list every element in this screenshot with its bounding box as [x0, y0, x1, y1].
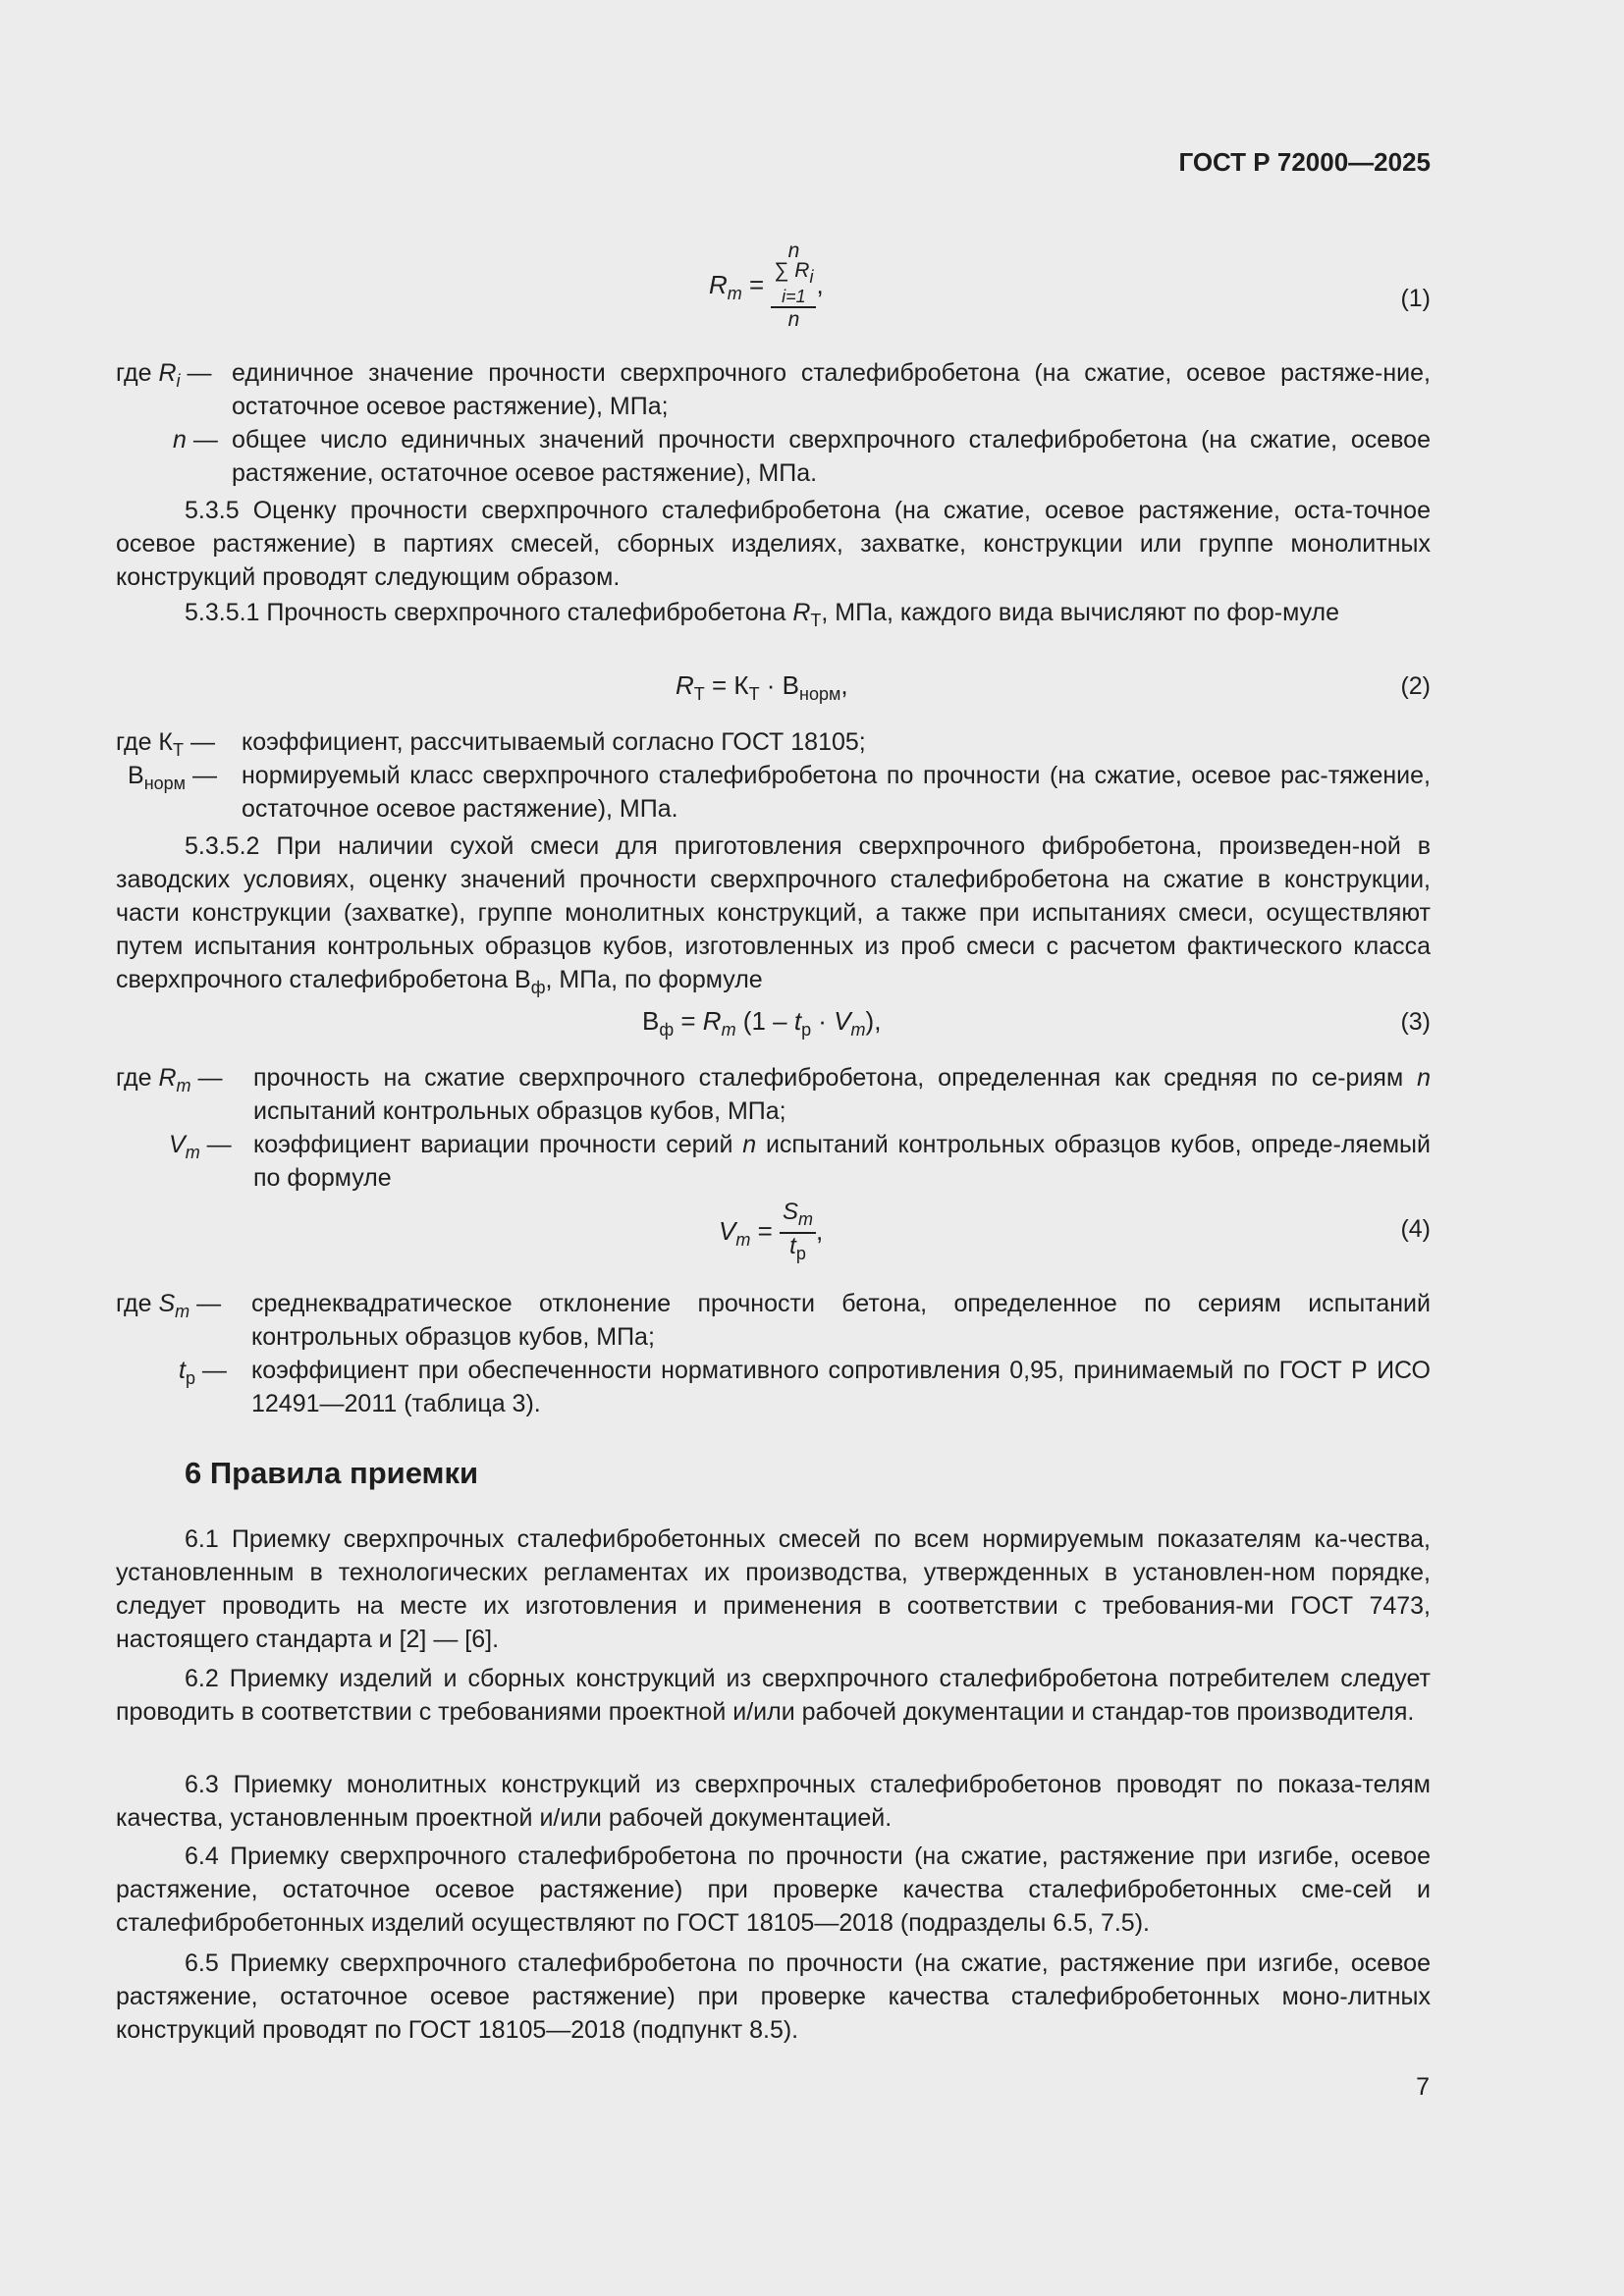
paragraph-6-2: 6.2 Приемку изделий и сборных конструкций из сверхпрочного сталефибробетона потребителем следует проводить в соответствии с требованиями проектной и/или рабочей документации и стандар-тов производителя. — [116, 1665, 1431, 1726]
equation-number-1: (1) — [1400, 285, 1431, 312]
page-number: 7 — [1416, 2073, 1430, 2101]
formula-2: $R_T = К_T \cdot В_{норм}$, — [676, 670, 848, 704]
paragraph-6-4: 6.4 Приемку сверхпрочного сталефибробетона по прочности (на сжатие, растяжение при изгибе, осевое растяжение, остаточное осевое растяжение) при проверке качества сталефибробетонных сме-сей и сталефибробетонных изделий осуществляют по ГОСТ 18105—2018 (подразделы 6.5, 7.5). — [116, 1842, 1431, 1937]
paragraph-6-3: 6.3 Приемку монолитных конструкций из сверхпрочных сталефибробетонов проводят по показа-телям качества, установленным проектной и/или рабочей документацией. — [116, 1771, 1431, 1832]
equation-number-4: (4) — [1400, 1215, 1431, 1243]
formula-4-fraction: $\frac{S_m}{t_р}$ — [780, 1200, 816, 1266]
paragraph-5-3-5-2: 5.3.5.2 При наличии сухой смеси для приготовления сверхпрочного фибробетона, произведен-ной в заводских условиях, оценку значений прочности сверхпрочного сталефибробетона на сжатие в конструкции, части конструкции (захватке), группе монолитных конструкций, а также при испытаниях смеси, осуществляют путем испытания контрольных образцов кубов, изготовленных из проб смеси с расчетом фактического класса сверхпрочного сталефибробетона $В_ф$, МПа, по формуле — [116, 832, 1431, 997]
paragraph-5-3-5-1: 5.3.5.1 Прочность сверхпрочного сталефибробетона $R_T$, МПа, каждого вида вычисляют по фор-муле — [185, 599, 1340, 630]
paragraph-6-1: 6.1 Приемку сверхпрочных сталефибробетонных смесей по всем нормируемым показателям ка-чества, установленным в технологических регламентах их производства, утвержденных в установлен-ном порядке, следует проводить на месте их изготовления и применения в соответствии с требования-ми ГОСТ 7473, настоящего стандарта и [2] — [6]. — [116, 1525, 1431, 1653]
formula-1: $R_m$ = n ∑ $R_i$ i=1 n , — [709, 240, 824, 331]
equation-number-3: (3) — [1400, 1008, 1431, 1036]
equation-number-2: (2) — [1400, 672, 1431, 700]
paragraph-6-5: 6.5 Приемку сверхпрочного сталефибробетона по прочности (на сжатие, растяжение при изгибе, осевое растяжение, остаточное осевое растяжение) при проверке качества сталефибробетонных моно-литных конструкций проводят по ГОСТ 18105—2018 (подпункт 8.5). — [116, 1949, 1431, 2044]
paragraph-5-3-5: 5.3.5 Оценку прочности сверхпрочного сталефибробетона (на сжатие, осевое растяжение, оста-точное осевое растяжение) в партиях смесей, сборных изделиях, захватке, конструкции или группе монолитных конструкций проводят следующим образом. — [116, 497, 1431, 591]
section-heading: 6 Правила приемки — [185, 1456, 479, 1490]
formula-4: $V_m$ = $\frac{S_m}{t_р}$ , — [719, 1200, 823, 1266]
formula-3: $В_ф = R_m$ $(1 - t_р \cdot V_m)$, — [642, 1006, 882, 1040]
document-page: ГОСТ Р 72000—2025 $R_m$ = n ∑ $R_i$ i=1 n , (1) где $R_i$ — единичное значение прочности сверхпрочного сталефибробетона (на сжатие, осевое растяже-ние, остаточное осевое растяжение), МПа; n — общее число единичных значений прочности сверхпрочного сталефибробетона (на сжатие, осевое растяжение, остаточное осевое растяжение), МПа. 5.3.5 Оценку прочности сверхпрочного сталефибробетона (на сжатие, осевое растяжение, оста-точное осевое растяжение) в партиях смесей, сборных изделиях, захватке, конструкции или группе монолитных конструкций проводят следующим образом. 5.3.5.1 Прочность сверхпрочного сталефибробетона $R_T$, МПа, каждого вида вычисляют по фор-муле $R_T = К_T \cdot В_{норм}$, (2) где $К_T$ — коэффициент, рассчитываемый согласно ГОСТ 18105; $В_{норм}$ — нормируемый класс сверхпрочного сталефибробетона по прочности (на сжатие, осевое рас-тяжение, остаточное осевое растяжение), МПа. 5.3.5.2 При наличии сухой смеси для приготовления сверхпрочного фибробетона, произведен-ной в заводских условиях, оценку значений прочности сверхпрочного сталефибробетона на сжатие в конструкции, части конструкции (захватке), группе монолитных конструкций, а также при испытаниях смеси, осуществляют путем испытания контрольных образцов кубов, изготовленных из проб смеси с расчетом фактического класса сверхпрочного сталефибробетона $В_ф$, МПа, по формуле $В_ф = R_m$ $(1 - t_р \cdot V_m)$, (3) где $R_m$ — прочность на сжатие сверхпрочного сталефибробетона, определенная как средняя по се-риям n испытаний контрольных образцов кубов, МПа; $V_m$ — коэффициент вариации прочности серий n испытаний контрольных образцов кубов, опреде-ляемый по формуле $V_m$ = $\frac{S_m}{t_р}$ , (4) где $S_m$ — среднеквадратическое отклонение прочности бетона, определенное по сериям испытаний контрольных образцов кубов, МПа; $t_р$ — коэффициент при обеспеченности нормативного сопротивления 0,95, принимаемый по ГОСТ Р ИСО 12491—2011 (таблица 3). 6 Правила приемки 6.1 Приемку сверхпрочных сталефибробетонных смесей по всем нормируемым показателям ка-чества, установленным в технологических регламентах их производства, утвержденных в установлен-ном порядке, следует проводить на месте их изготовления и применения в соответствии с требования-ми ГОСТ 7473, настоящего стандарта и [2] — [6]. 6.2 Приемку изделий и сборных конструкций из сверхпрочного сталефибробетона потребителем следует проводить в соответствии с требованиями проектной и/или рабочей документации и стандар-тов производителя. 6.3 Приемку монолитных конструкций из сверхпрочных сталефибробетонов проводят по показа-телям качества, установленным проектной и/или рабочей документацией. 6.4 Приемку сверхпрочного сталефибробетона по прочности (на сжатие, растяжение при изгибе, осевое растяжение, остаточное осевое растяжение) при проверке качества сталефибробетонных сме-сей и сталефибробетонных изделий осуществляют по ГОСТ 18105—2018 (подразделы 6.5, 7.5). 6.5 Приемку сверхпрочного сталефибробетона по прочности (на сжатие, растяжение при изгибе, осевое растяжение, остаточное осевое растяжение) при проверке качества сталефибробетонных моно-литных конструкций проводят по ГОСТ 18105—2018 (подпункт 8.5). 7 — [116, 147, 1431, 2101]
document-header: ГОСТ Р 72000—2025 — [1178, 147, 1431, 177]
formula-1-fraction: n ∑ $R_i$ i=1 n — [771, 241, 816, 332]
